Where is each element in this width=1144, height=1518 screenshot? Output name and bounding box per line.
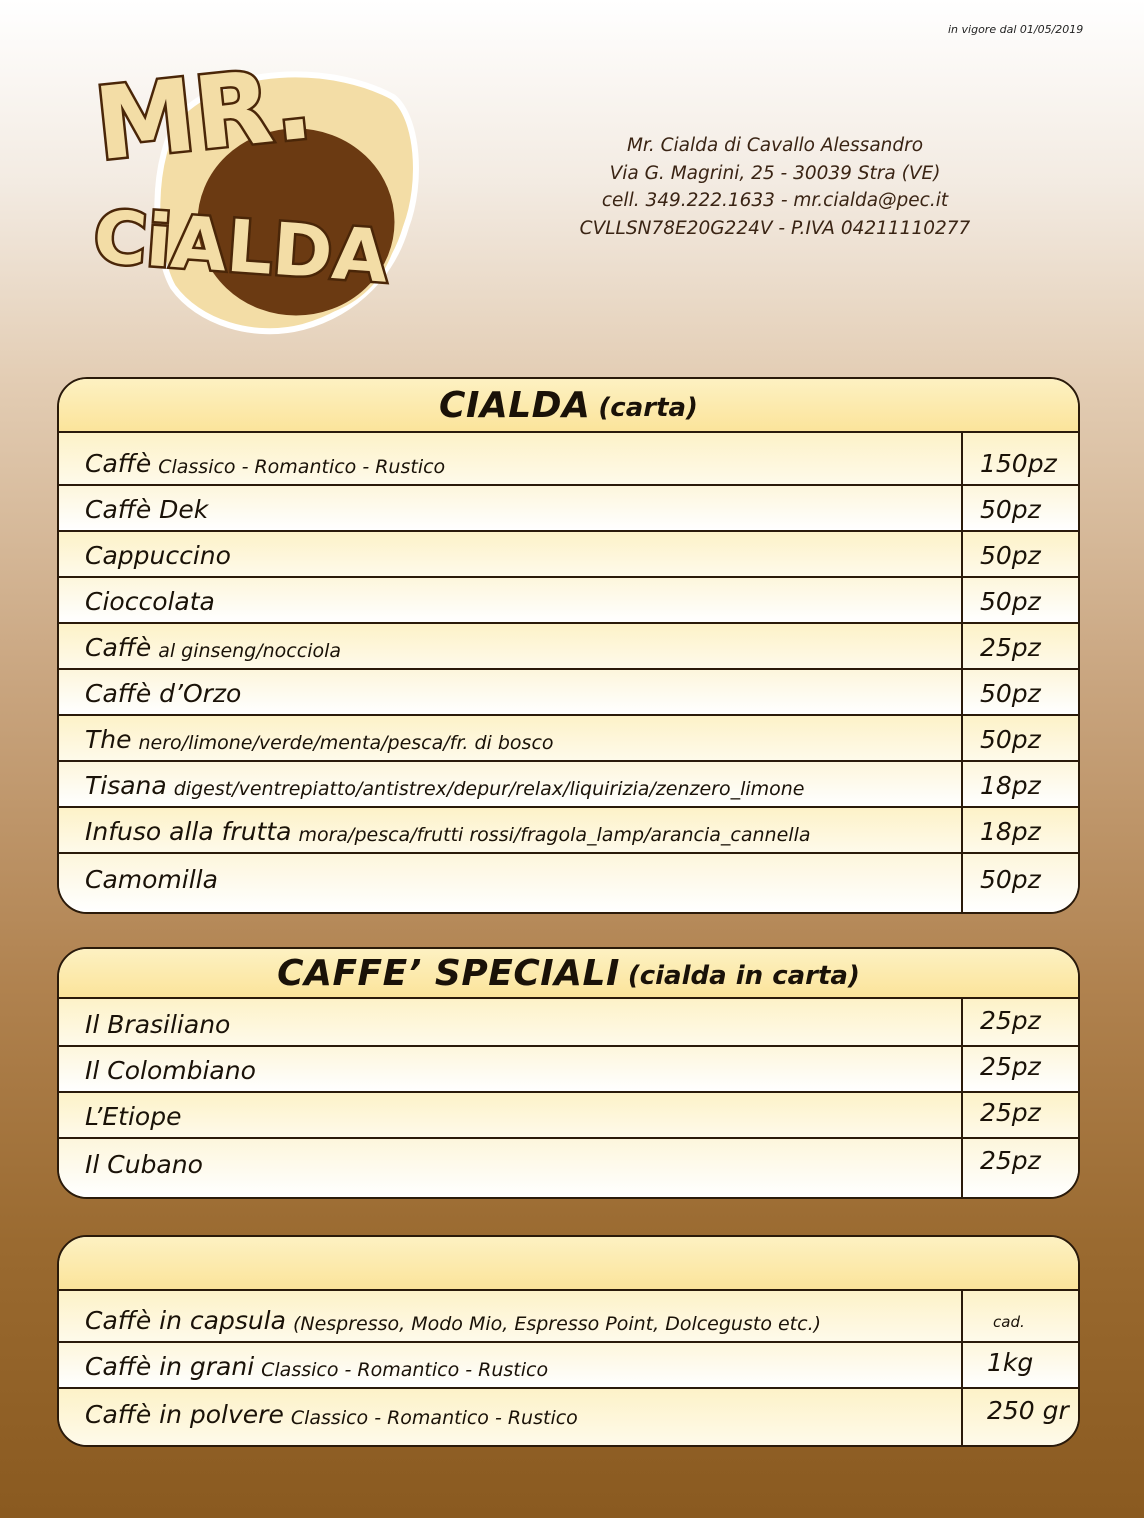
item-quantity: 150pz xyxy=(961,433,1078,484)
validity-note: in vigore dal 01/05/2019 xyxy=(948,23,1084,36)
section-caffe-prodotti xyxy=(57,1235,1080,1447)
list-item xyxy=(59,762,1078,808)
mr-cialda-logo xyxy=(88,22,433,352)
item-detail: Classico - Romantico - Rustico xyxy=(261,1359,549,1381)
section-header xyxy=(59,379,1078,433)
list-item xyxy=(59,624,1078,670)
item-quantity: 50pz xyxy=(961,716,1078,760)
item-name: Cioccolata xyxy=(85,587,215,616)
logo-text-cialda: CiALDA xyxy=(91,194,391,299)
item-quantity: 50pz xyxy=(961,578,1078,622)
item-quantity: 50pz xyxy=(961,532,1078,576)
section-title: CAFFE’ SPECIALI xyxy=(277,952,620,994)
section-subtitle: (carta) xyxy=(598,393,698,423)
list-item xyxy=(59,716,1078,762)
item-quantity: 25pz xyxy=(961,1139,1078,1197)
item-name: Il Brasiliano xyxy=(85,1010,231,1039)
item-quantity: 18pz xyxy=(961,808,1078,852)
item-quantity: 25pz xyxy=(961,1047,1078,1091)
section-cialda xyxy=(57,377,1080,914)
logo-text-mr: MR. xyxy=(89,44,318,184)
company-address: Via G. Magrini, 25 - 30039 Stra (VE) xyxy=(609,162,941,184)
list-item xyxy=(59,999,1078,1047)
item-detail: Classico - Romantico - Rustico xyxy=(290,1407,578,1429)
item-quantity: 50pz xyxy=(961,670,1078,714)
item-quantity: 25pz xyxy=(961,999,1078,1045)
item-quantity: 50pz xyxy=(961,854,1078,912)
item-name: L’Etiope xyxy=(85,1102,182,1131)
item-name: Caffè xyxy=(85,449,152,478)
list-item xyxy=(59,1139,1078,1197)
item-name: Caffè xyxy=(85,633,152,662)
company-contacts: cell. 349.222.1633 - mr.cialda@pec.it xyxy=(601,190,949,211)
list-item xyxy=(59,486,1078,532)
item-quantity: 250 gr xyxy=(961,1389,1078,1445)
item-name: Caffè in capsula xyxy=(85,1306,286,1335)
item-name: Cappuccino xyxy=(85,541,231,570)
item-quantity: 1kg xyxy=(961,1343,1078,1387)
list-item xyxy=(59,1047,1078,1093)
item-quantity: cad. xyxy=(961,1291,1078,1341)
item-name: Caffè Dek xyxy=(85,495,209,524)
list-item xyxy=(59,578,1078,624)
section-header xyxy=(59,949,1078,999)
list-item xyxy=(59,1343,1078,1389)
item-detail: (Nespresso, Modo Mio, Espresso Point, Dolcegusto etc.) xyxy=(292,1313,822,1335)
company-name: Mr. Cialda di Cavallo Alessandro xyxy=(626,135,924,156)
item-detail: nero/limone/verde/menta/pesca/fr. di bosco xyxy=(138,732,554,754)
company-tax-ids: CVLLSN78E20G224V - P.IVA 04211110277 xyxy=(579,217,971,239)
item-detail: al ginseng/nocciola xyxy=(158,640,342,662)
item-name: Caffè in grani xyxy=(85,1352,255,1381)
item-quantity: 18pz xyxy=(961,762,1078,806)
item-detail: Classico - Romantico - Rustico xyxy=(158,456,446,478)
list-item xyxy=(59,808,1078,854)
item-name: Tisana xyxy=(85,771,167,800)
list-item xyxy=(59,1389,1078,1445)
item-detail: mora/pesca/frutti rossi/fragola_lamp/arancia_cannella xyxy=(298,824,811,846)
section-header xyxy=(59,1237,1078,1291)
item-name: The xyxy=(85,725,132,754)
list-item xyxy=(59,1093,1078,1139)
section-subtitle: (cialda in carta) xyxy=(627,961,860,991)
company-info xyxy=(560,132,990,242)
list-item xyxy=(59,433,1078,486)
item-name: Caffè in polvere xyxy=(85,1400,284,1429)
item-quantity: 25pz xyxy=(961,624,1078,668)
item-name: Camomilla xyxy=(85,865,218,894)
item-name: Il Colombiano xyxy=(85,1056,256,1085)
item-quantity: 50pz xyxy=(961,486,1078,530)
list-item xyxy=(59,1291,1078,1343)
item-quantity: 25pz xyxy=(961,1093,1078,1137)
list-item xyxy=(59,670,1078,716)
item-name: Il Cubano xyxy=(85,1150,203,1179)
list-item xyxy=(59,854,1078,912)
item-detail: digest/ventrepiatto/antistrex/depur/relax/liquirizia/zenzero_limone xyxy=(173,778,805,800)
section-caffe-speciali xyxy=(57,947,1080,1199)
item-name: Caffè d’Orzo xyxy=(85,679,242,708)
item-name: Infuso alla frutta xyxy=(85,817,292,846)
section-title: CIALDA xyxy=(439,384,591,426)
list-item xyxy=(59,532,1078,578)
